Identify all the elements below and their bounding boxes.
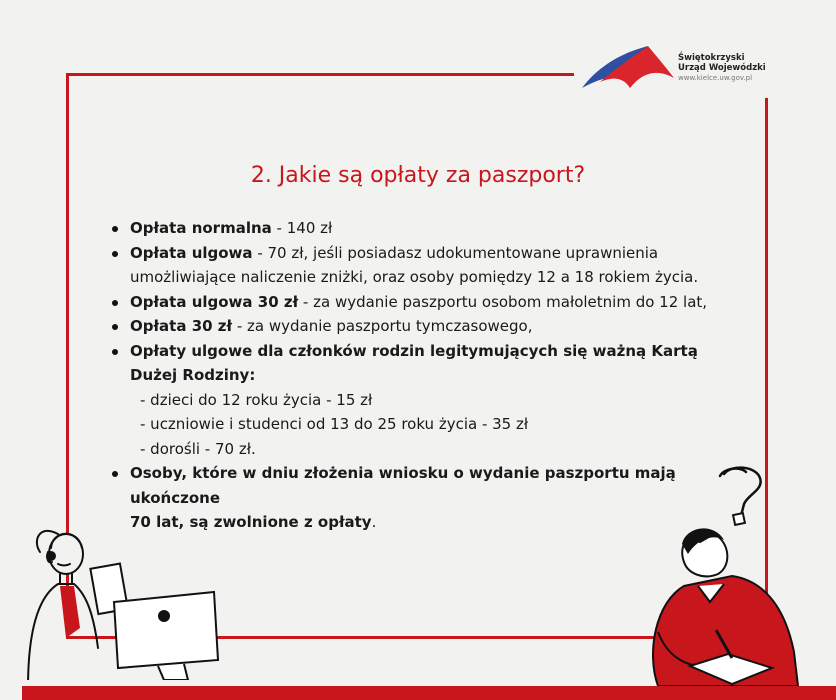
list-item <box>110 314 710 339</box>
logo-line1: Świętokrzyski <box>678 53 745 63</box>
item-bold: Opłaty ulgowe dla członków rodzin legitymujących się ważną Kartą Dużej Rodziny: <box>130 341 698 384</box>
list-item <box>110 241 710 290</box>
logo-text <box>678 53 766 83</box>
logo-line2: Urząd Wojewódzki <box>678 63 766 73</box>
logo-mark <box>580 44 676 92</box>
item-text: - za wydanie paszportu osobom małoletnim do 12 lat, <box>298 292 708 311</box>
list-item <box>110 339 710 462</box>
sub-item-adults: - dorośli - 70 zł. <box>140 439 256 458</box>
item-text: - 140 zł <box>271 219 333 237</box>
list-item <box>110 290 710 315</box>
item-bold: Opłata 30 zł <box>130 317 233 335</box>
page-title: 2. Jakie są opłaty za paszport? <box>250 163 586 188</box>
woman-at-computer-illustration <box>18 518 228 688</box>
man-writing-illustration <box>628 462 824 686</box>
item-bold: Opłata normalna <box>130 219 272 237</box>
sub-item-children: - dzieci do 12 roku życia - 15 zł <box>140 390 373 409</box>
item-text: . <box>371 513 377 531</box>
logo-url: www.kielce.uw.gov.pl <box>678 74 753 82</box>
item-text: - za wydanie paszportu tymczasowego, <box>232 317 533 335</box>
item-text: - 70 zł, jeśli posiadasz udokumentowane uprawnienia umożliwiające naliczenie zniżki, oraz osoby pomiędzy 12 a 18 rokiem życia. <box>130 243 699 286</box>
list-item <box>110 216 710 241</box>
bottom-bar <box>22 686 836 700</box>
item-bold: Opłata ulgowa <box>130 243 253 262</box>
item-bold: Opłata ulgowa 30 zł <box>130 292 299 311</box>
item-bold: Osoby, które w dniu złożenia wniosku o wydanie paszportu mają ukończone <box>130 464 676 507</box>
sub-item-students: - uczniowie i studenci od 13 do 25 roku życia - 35 zł <box>140 415 529 433</box>
item-bold-2: 70 lat, są zwolnione z opłaty <box>130 513 372 531</box>
fees-list <box>110 216 710 535</box>
